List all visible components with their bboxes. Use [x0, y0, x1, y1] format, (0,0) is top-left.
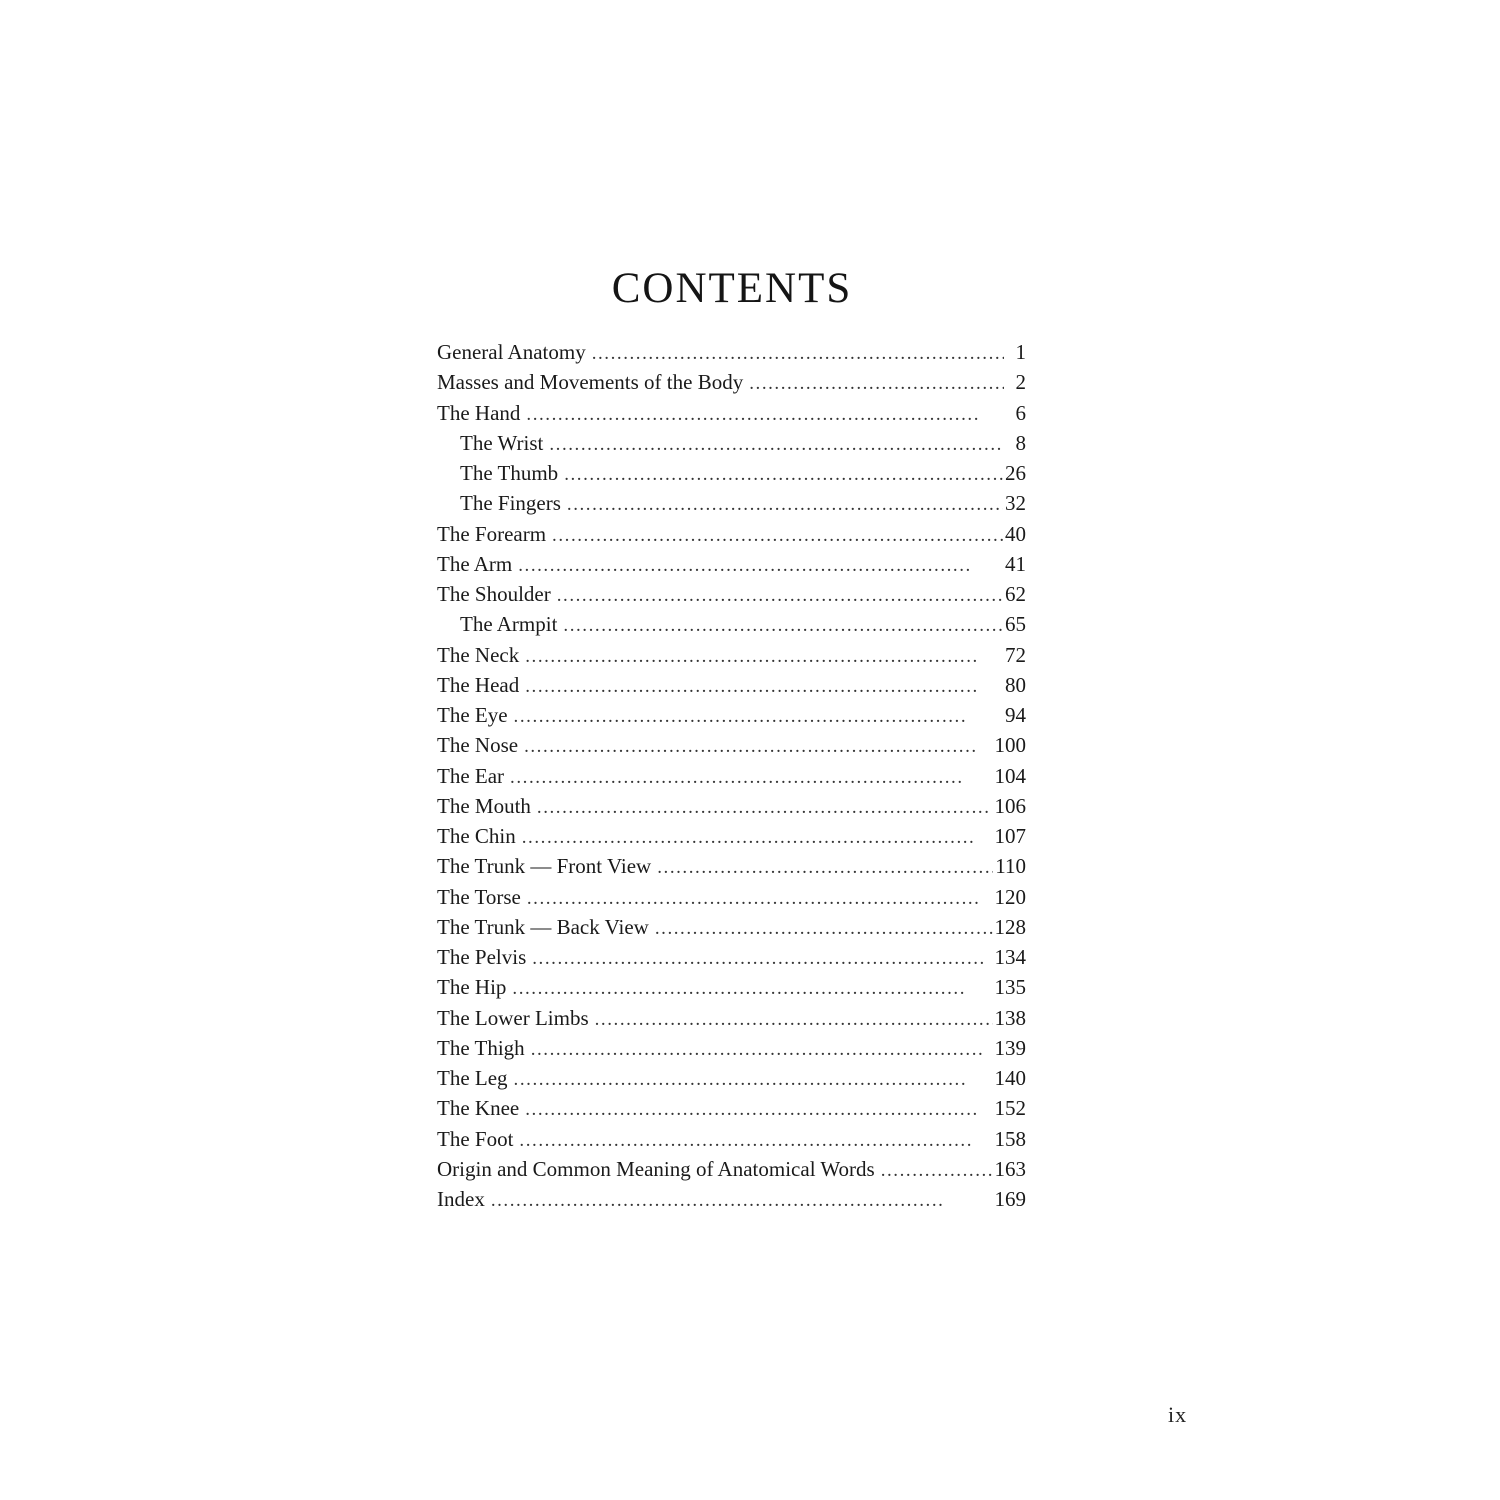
toc-entry	[437, 398, 1026, 428]
dot-leader	[525, 1095, 992, 1125]
toc-entry-title: The Nose	[437, 733, 519, 758]
toc-entry	[437, 851, 1026, 881]
dot-leader	[525, 642, 1003, 672]
dot-leader	[549, 430, 1004, 460]
toc-entry	[437, 549, 1026, 579]
dot-leader	[592, 339, 1004, 369]
toc-entry-page-number: 110	[995, 854, 1026, 879]
toc-entry-page-number: 158	[994, 1126, 1026, 1151]
toc-entry-title: The Torse	[437, 884, 521, 909]
dot-leader	[564, 460, 1003, 490]
page-number: ix	[1168, 1402, 1188, 1427]
dot-leader	[563, 611, 1003, 641]
toc-entry-title: The Forearm	[437, 521, 547, 546]
toc-entry	[437, 609, 1026, 639]
toc-entry-page-number: 8	[1015, 430, 1026, 455]
dot-leader	[527, 884, 993, 914]
toc-entry-page-number: 62	[1005, 582, 1026, 606]
toc-entry	[437, 912, 1026, 942]
dot-leader	[567, 490, 1003, 520]
toc-entry	[437, 1003, 1026, 1033]
toc-entry	[437, 821, 1026, 851]
toc-entry-page-number: 128	[994, 914, 1026, 939]
toc-entry-title: The Trunk — Back View	[437, 914, 649, 939]
toc-entry	[437, 367, 1026, 397]
dot-leader	[532, 944, 992, 974]
toc-entry-page-number: 138	[994, 1005, 1026, 1030]
toc-entry-title: The Fingers	[460, 491, 561, 516]
toc-entry-page-number: 106	[994, 793, 1026, 818]
toc-entry-title: Masses and Movements of the Body	[437, 370, 744, 395]
toc-entry	[437, 761, 1026, 791]
toc-entry-title: The Thigh	[437, 1035, 525, 1060]
table-of-contents	[437, 337, 1026, 1214]
toc-entry-title: The Hand	[437, 400, 521, 425]
toc-entry-title: The Arm	[437, 551, 513, 576]
dot-leader	[510, 763, 992, 793]
toc-entry-title: The Chin	[437, 824, 516, 848]
toc-entry-page-number: 40	[1005, 521, 1026, 546]
toc-entry-title: The Trunk — Front View	[437, 854, 652, 879]
toc-entry-page-number: 72	[1005, 642, 1026, 667]
toc-entry	[437, 972, 1026, 1002]
toc-entry-page-number: 41	[1005, 551, 1026, 576]
dot-leader	[522, 823, 993, 853]
toc-entry-title: The Pelvis	[437, 945, 527, 969]
toc-entry	[437, 337, 1026, 367]
toc-entry-page-number: 107	[994, 824, 1026, 848]
toc-entry-page-number: 32	[1005, 491, 1026, 516]
toc-entry	[437, 730, 1026, 760]
toc-entry-page-number: 6	[1015, 400, 1026, 425]
dot-leader	[657, 853, 993, 883]
toc-entry-title: Index	[437, 1187, 485, 1211]
toc-entry-page-number: 140	[994, 1066, 1026, 1090]
toc-entry-page-number: 152	[994, 1096, 1026, 1121]
toc-entry-page-number: 2	[1015, 370, 1026, 395]
toc-entry-page-number: 163	[994, 1156, 1026, 1181]
toc-entry-page-number: 135	[994, 975, 1026, 1000]
toc-entry-title: General Anatomy	[437, 340, 586, 364]
dot-leader	[655, 914, 993, 944]
toc-entry	[437, 942, 1026, 972]
toc-entry-title: The Neck	[437, 642, 520, 667]
toc-entry-title: The Wrist	[460, 430, 544, 455]
dot-leader	[526, 400, 1004, 430]
toc-entry-title: The Knee	[437, 1096, 520, 1121]
toc-entry	[437, 1154, 1026, 1184]
toc-entry	[437, 670, 1026, 700]
dot-leader	[595, 1005, 993, 1035]
toc-entry	[437, 488, 1026, 518]
toc-entry	[437, 700, 1026, 730]
toc-entry-title: The Eye	[437, 703, 508, 727]
page-title: CONTENTS	[611, 264, 853, 312]
toc-entry	[437, 458, 1026, 488]
dot-leader	[519, 1126, 992, 1156]
dot-leader	[512, 974, 992, 1004]
toc-entry-page-number: 80	[1005, 672, 1026, 697]
toc-entry	[437, 791, 1026, 821]
toc-entry	[437, 1093, 1026, 1123]
toc-entry	[437, 519, 1026, 549]
toc-entry-page-number: 169	[994, 1187, 1026, 1211]
toc-entry	[437, 882, 1026, 912]
dot-leader	[525, 672, 1003, 702]
dot-leader	[514, 702, 1003, 732]
toc-entry-title: The Shoulder	[437, 582, 551, 606]
toc-entry-title: The Hip	[437, 975, 507, 1000]
dot-leader	[518, 551, 1003, 581]
toc-entry-title: The Mouth	[437, 793, 531, 818]
toc-entry-title: The Armpit	[460, 612, 558, 637]
toc-entry-page-number: 94	[1005, 703, 1026, 727]
toc-entry-page-number: 65	[1005, 612, 1026, 637]
toc-entry-title: The Thumb	[460, 461, 559, 485]
toc-entry	[437, 1184, 1026, 1214]
toc-entry-page-number: 100	[994, 733, 1026, 758]
toc-entry-title: The Leg	[437, 1066, 508, 1090]
dot-leader	[537, 793, 993, 823]
toc-entry-page-number: 104	[994, 763, 1026, 788]
toc-entry	[437, 1124, 1026, 1154]
dot-leader	[552, 521, 1003, 551]
toc-entry	[437, 428, 1026, 458]
toc-entry	[437, 579, 1026, 609]
dot-leader	[491, 1186, 993, 1216]
dot-leader	[749, 369, 1004, 399]
toc-entry-page-number: 120	[994, 884, 1026, 909]
toc-entry-title: The Head	[437, 672, 520, 697]
toc-entry-page-number: 134	[994, 945, 1026, 969]
dot-leader	[557, 581, 1003, 611]
toc-entry-title: The Lower Limbs	[437, 1005, 589, 1030]
toc-entry	[437, 1063, 1026, 1093]
dot-leader	[531, 1035, 993, 1065]
dot-leader	[514, 1065, 993, 1095]
toc-entry-title: Origin and Common Meaning of Anatomical Words	[437, 1156, 875, 1181]
toc-entry	[437, 1033, 1026, 1063]
toc-entry-page-number: 139	[994, 1035, 1026, 1060]
toc-entry-page-number: 26	[1005, 461, 1026, 485]
toc-entry	[437, 640, 1026, 670]
toc-entry-page-number: 1	[1015, 340, 1026, 364]
toc-entry-title: The Foot	[437, 1126, 514, 1151]
dot-leader	[524, 732, 992, 762]
toc-entry-title: The Ear	[437, 763, 505, 788]
dot-leader	[881, 1156, 993, 1186]
